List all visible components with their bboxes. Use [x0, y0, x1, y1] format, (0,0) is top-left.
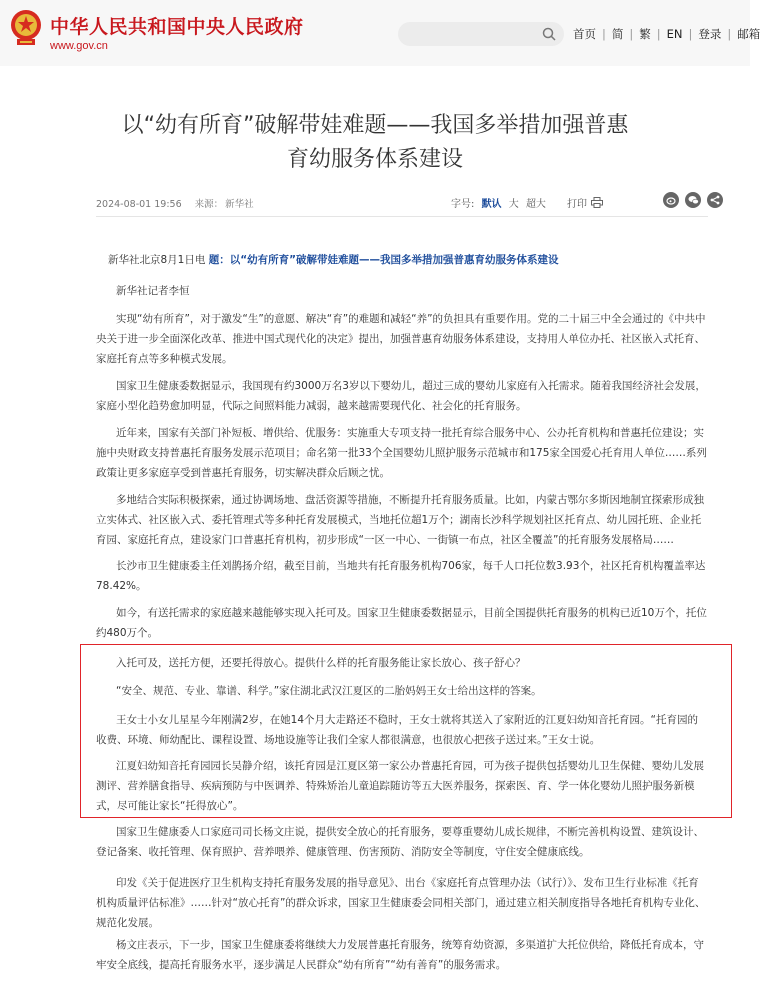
nav-separator: |	[602, 27, 606, 41]
article-paragraph	[96, 309, 708, 369]
print-icon	[591, 197, 603, 208]
paragraph-8: “安全、规范、专业、靠谱、科学。”家住湖北武汉江夏区的二胎妈妈王女士给出这样的答案。	[116, 685, 542, 697]
nav-login[interactable]: 登录	[698, 27, 722, 41]
share-icon[interactable]	[707, 192, 723, 208]
share-bar	[663, 192, 729, 208]
article-title-line2: 育幼服务体系建设	[286, 147, 463, 172]
source-label: 来源：	[194, 199, 224, 210]
search-box	[398, 22, 564, 46]
national-emblem-icon[interactable]	[9, 8, 43, 48]
font-size-xlarge[interactable]: 超大	[525, 199, 546, 210]
font-size-control	[451, 195, 546, 210]
paragraph-7: 入托可及，送托方便，还要托得放心。提供什么样的托育服务能让家长放心、孩子舒心？	[116, 657, 526, 669]
article-paragraph	[96, 710, 708, 750]
nav-traditional[interactable]: 繁	[639, 27, 651, 41]
font-size-large[interactable]: 大	[508, 199, 519, 210]
lead-prefix: 新华社北京8月1日电	[108, 254, 206, 266]
article-paragraph	[96, 653, 708, 673]
article-paragraph	[96, 935, 708, 975]
nav-separator: |	[688, 27, 693, 41]
print-button[interactable]	[567, 195, 603, 210]
weibo-icon[interactable]	[663, 192, 679, 208]
paragraph-3: 近年来，国家有关部门补短板、增供给、优服务：实施重大专项支持一批托育综合服务中心、公办托育机构和普惠托位建设；实施中央财政支持普惠托育服务发展示范项目；命名第一批33个全国婴幼儿照护服务示范城市和175家全国爱心托育用人单位……系列政策让更多家庭享受到普惠托育服务，切实解决群众后顾之忧。	[96, 427, 707, 479]
article-title-line1: 以“幼有所育”破解带娃难题——我国多举措加强普惠	[121, 113, 629, 138]
article-title	[40, 109, 710, 177]
nav-english[interactable]: EN	[666, 27, 683, 41]
meta-divider	[96, 216, 708, 217]
nav-separator: |	[629, 27, 634, 41]
paragraph-13: 杨文庄表示，下一步，国家卫生健康委将继续大力发展普惠托育服务，统筹育幼资源，多渠道扩大托位供给，降低托育成本，守牢安全底线，提高托育服务水平，逐步满足人民群众“幼有所育”“幼有善育”的服务需求。	[96, 939, 704, 971]
paragraph-5: 长沙市卫生健康委主任刘鹊扬介绍，截至目前，当地共有托育服务机构706家，每千人口托位数3.93个，社区托育机构覆盖率达78.42%。	[96, 560, 706, 592]
article-date: 2024-08-01 19:56	[96, 199, 182, 210]
article-paragraph	[96, 822, 708, 862]
paragraph-11: 国家卫生健康委人口家庭司司长杨文庄说，提供安全放心的托育服务，要尊重婴幼儿成长规律，不断完善机构设置、建筑设计、登记备案、收托管理、保育照护、营养喂养、健康管理、伤害预防、消防安全等制度，守住安全健康底线。	[96, 826, 704, 858]
article-paragraph	[96, 681, 708, 701]
article-paragraph	[96, 490, 708, 550]
lead-title: 题：以“幼有所育”破解带娃难题——我国多举措加强普惠育幼服务体系建设	[208, 254, 559, 266]
article-meta	[96, 196, 264, 210]
article-paragraph	[96, 556, 708, 596]
wechat-icon[interactable]	[685, 192, 701, 208]
nav-separator: |	[656, 27, 661, 41]
paragraph-4: 多地结合实际积极探索，通过协调场地、盘活资源等措施，不断提升托育服务质量。比如，内蒙古鄂尔多斯因地制宜探索形成独立实体式、社区嵌入式、委托管理式等多种托育发展模式，当地托位超1万个；湖南长沙科学规划社区托育点、幼儿园托班、企业托育园、家庭托育点，建设家门口普惠托育机构，初步形成“一区一中心、一街镇一布点，社区全覆盖”的托育服务发展格局……	[96, 494, 704, 546]
nav-home[interactable]: 首页	[573, 27, 596, 41]
top-nav	[573, 26, 760, 42]
article-paragraph	[96, 603, 708, 643]
article-paragraph	[96, 376, 708, 416]
paragraph-2: 国家卫生健康委数据显示，我国现有约3000万名3岁以下婴幼儿，超过三成的婴幼儿家庭有入托需求。随着我国经济社会发展，家庭小型化趋势愈加明显，代际之间照料能力减弱，越来越需要现代化、社会化的托育服务。	[96, 380, 706, 412]
site-url[interactable]: www.gov.cn	[50, 40, 108, 52]
nav-mail[interactable]: 邮箱	[737, 27, 760, 41]
paragraph-9: 王女士小女儿星星今年刚满2岁，在她14个月大走路还不稳时，王女士就将其送入了家附近的江夏妇幼知音托育园。“托育园的收费、环境、师幼配比、课程设置、场地设施等让我们全家人都很满意，也很放心把孩子送过来。”王女士说。	[96, 714, 698, 746]
nav-separator: |	[727, 27, 732, 41]
search-input[interactable]	[408, 25, 538, 43]
article-source: 新华社	[225, 199, 254, 210]
search-icon[interactable]	[542, 27, 556, 41]
site-title[interactable]: 中华人民共和国中央人民政府	[50, 16, 304, 38]
nav-simplified[interactable]: 简	[611, 27, 624, 41]
reporter: 新华社记者李恒	[116, 285, 190, 297]
article-paragraph	[96, 423, 708, 483]
site-header	[0, 0, 760, 66]
font-size-label: 字号:	[451, 199, 475, 210]
article-paragraph	[96, 873, 708, 933]
reporter-line	[96, 281, 708, 301]
paragraph-1: 实现“幼有所育”，对于激发“生”的意愿、解决“育”的难题和减轻“养”的负担具有重要作用。党的二十届三中全会通过的《中共中央关于进一步全面深化改革、推进中国式现代化的决定》提出，加强普惠育幼服务体系建设，支持用人单位办托、社区嵌入式托育、家庭托育点等多种模式发展。	[96, 313, 706, 365]
paragraph-10: 江夏妇幼知音托育园园长吴静介绍，该托育园是江夏区第一家公办普惠托育园，可为孩子提供包括婴幼儿卫生保健、婴幼儿发展测评、营养膳食指导、疾病预防与中医调养、特殊矫治儿童追踪随访等五大医养服务，探索医、育、学一体化婴幼儿照护服务新模式，尽可能让家长“托得放心”。	[96, 760, 704, 812]
font-size-default[interactable]: 默认	[481, 199, 502, 210]
print-label: 打印	[567, 199, 587, 210]
paragraph-6: 如今，有送托需求的家庭越来越能够实现入托可及。国家卫生健康委数据显示，目前全国提供托育服务的机构已近10万个，托位约480万个。	[96, 607, 707, 639]
article-paragraph	[96, 756, 708, 816]
article-lead	[96, 250, 708, 270]
paragraph-12: 印发《关于促进医疗卫生机构支持托育服务发展的指导意见》、出台《家庭托育点管理办法（试行）》、发布卫生行业标准《托育机构质量评估标准》……针对“放心托育”的群众诉求，国家卫生健康委会同相关部门，通过建立相关制度指导各地托育机构专业化、规范化发展。	[96, 877, 706, 929]
